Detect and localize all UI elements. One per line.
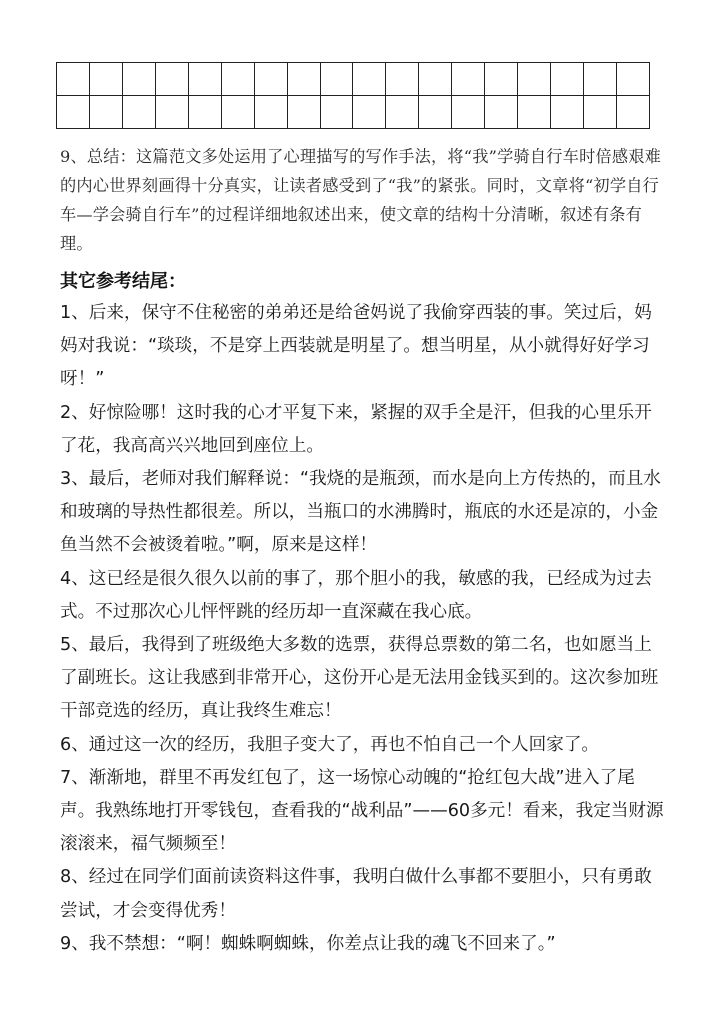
grid-cell	[551, 63, 584, 96]
grid-cell	[320, 96, 353, 129]
grid-cell	[57, 96, 90, 129]
section-heading: 其它参考结尾：	[60, 271, 186, 292]
grid-cell	[89, 63, 122, 96]
grid-cell	[89, 96, 122, 129]
grid-cell	[386, 96, 419, 129]
grid-row	[57, 96, 650, 129]
grid-cell	[188, 63, 221, 96]
grid-row	[57, 63, 650, 96]
grid-cell	[518, 63, 551, 96]
grid-cell	[254, 63, 287, 96]
ending-item: 8、经过在同学们面前读资料这件事，我明白做什么事都不要胆小，只有勇敢尝试，才会变得优秀！	[60, 867, 652, 921]
grid-cell	[386, 63, 419, 96]
grid-cell	[57, 63, 90, 96]
grid-cell	[155, 63, 188, 96]
grid-cell	[353, 63, 386, 96]
ending-item: 4、这已经是很久很久以前的事了，那个胆小的我，敏感的我，已经成为过去式。不过那次心儿怦怦跳的经历却一直深藏在我心底。	[60, 568, 652, 622]
ending-item: 2、好惊险哪！这时我的心才平复下来，紧握的双手全是汗，但我的心里乐开了花，我高高兴兴地回到座位上。	[60, 402, 652, 456]
ending-item: 6、通过这一次的经历，我胆子变大了，再也不怕自己一个人回家了。	[60, 734, 600, 755]
writing-grid-body	[57, 63, 650, 129]
endings-list	[60, 297, 664, 961]
grid-cell	[188, 96, 221, 129]
grid-cell	[419, 63, 452, 96]
grid-cell	[452, 96, 485, 129]
grid-cell	[122, 63, 155, 96]
ending-item: 3、最后，老师对我们解释说：“我烧的是瓶颈，而水是向上方传热的，而且水和玻璃的导热性都很差。所以，当瓶口的水沸腾时，瓶底的水还是凉的，小金鱼当然不会被烫着啦。”啊，原来是这样！	[60, 469, 661, 556]
ending-item: 9、我不禁想：“啊！蜘蛛啊蜘蛛，你差点让我的魂飞不回来了。”	[60, 933, 556, 954]
ending-item: 7、渐渐地，群里不再发红包了，这一场惊心动魄的“抢红包大战”进入了尾声。我熟练地打开零钱包，查看我的“战利品”——60多元！看来，我定当财源滚滚来，福气频频至！	[60, 767, 664, 855]
grid-cell	[485, 96, 518, 129]
grid-cell	[287, 96, 320, 129]
grid-cell	[287, 63, 320, 96]
grid-cell	[584, 96, 617, 129]
writing-grid	[56, 62, 650, 129]
grid-cell	[616, 96, 649, 129]
grid-cell	[518, 96, 551, 129]
ending-item: 5、最后，我得到了班级绝大多数的选票，获得总票数的第二名，也如愿当上了副班长。这让我感到非常开心，这份开心是无法用金钱买到的。这次参加班干部竞选的经历，真让我终生难忘！	[60, 635, 659, 722]
grid-cell	[584, 63, 617, 96]
grid-cell	[551, 96, 584, 129]
grid-cell	[452, 63, 485, 96]
grid-cell	[254, 96, 287, 129]
grid-cell	[320, 63, 353, 96]
grid-cell	[616, 63, 649, 96]
grid-cell	[221, 63, 254, 96]
grid-cell	[221, 96, 254, 129]
grid-cell	[122, 96, 155, 129]
grid-cell	[485, 63, 518, 96]
summary-paragraph: 9、总结：这篇范文多处运用了心理描写的写作手法，将“我”学骑自行车时倍感艰难的内心世界刻画得十分真实，让读者感受到了“我”的紧张。同时，文章将“初学自行车—学会骑自行车”的过程详细地叙述出来，使文章的结构十分清晰，叙述有条有理。	[60, 147, 662, 253]
ending-item: 1、后来，保守不住秘密的弟弟还是给爸妈说了我偷穿西装的事。笑过后，妈妈对我说：“琰琰，不是穿上西装就是明星了。想当明星，从小就得好好学习呀！”	[60, 303, 652, 390]
grid-cell	[353, 96, 386, 129]
grid-cell	[155, 96, 188, 129]
grid-cell	[419, 96, 452, 129]
